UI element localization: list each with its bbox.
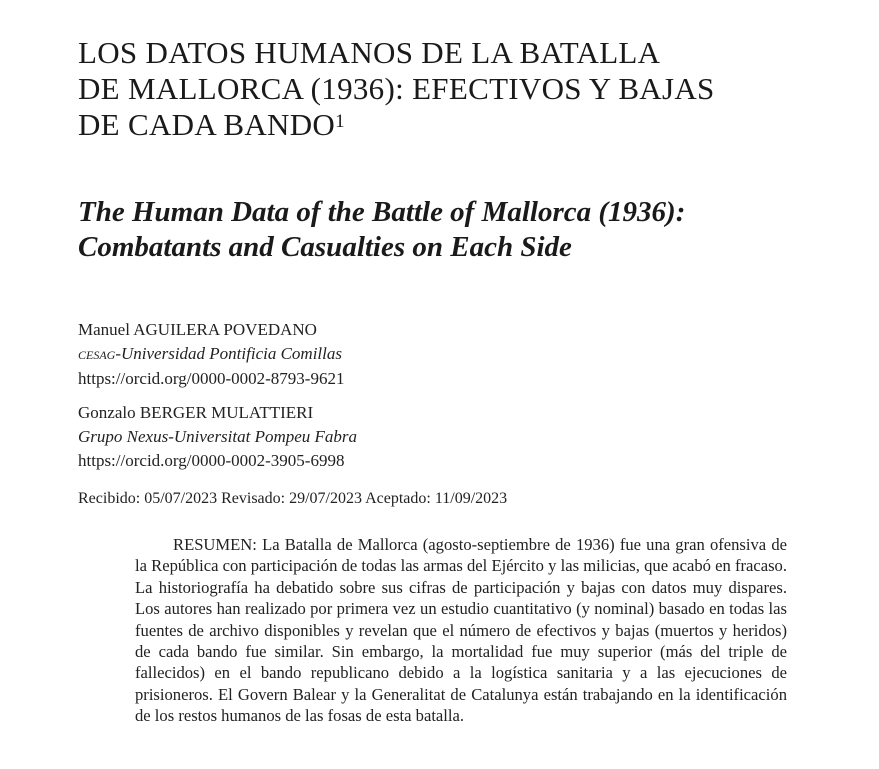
- submission-dates: Recibido: 05/07/2023 Revisado: 29/07/2023 Aceptado: 11/09/2023: [78, 490, 508, 507]
- title-line-1: LOS DATOS HUMANOS DE LA BATALLA: [78, 35, 661, 70]
- subtitle-line-2: Combatants and Casualties on Each Side: [78, 231, 572, 263]
- author-block-2: [78, 401, 678, 473]
- abstract: RESUMEN: La Batalla de Mallorca (agosto-septiembre de 1936) fue una gran ofensiva de la República con participación de todas las armas del Ejército y las milicias, que acabó en fracaso. La historiografía ha debatido sobre sus cifras de participación y bajas con datos muy dispares. Los autores han realizado por primera vez un estudio cuantitativo (y nominal) basado en todas las fuentes de archivo disponibles y revelan que el número de efectivos y bajas (muertos y heridos) de cada bando fue similar. Sin embargo, la mortalidad fue muy superior (más del triple de fallecidos) en el bando republicano debido a la logística sanitaria y a las ejecuciones de prisioneros. El Govern Balear y la Generalitat de Catalunya están trabajando en la identificación de los restos humanos de las fosas de esta batalla.: [135, 535, 787, 726]
- subtitle-line-1: The Human Data of the Battle of Mallorca (1936):: [78, 196, 686, 228]
- title-line-2: DE MALLORCA (1936): EFECTIVOS Y BAJAS: [78, 71, 715, 106]
- author-name: Gonzalo BERGER MULATTIERI: [78, 403, 314, 422]
- affiliation-prefix: CESAG: [78, 348, 116, 362]
- author-block-1: [78, 318, 678, 391]
- footnote-marker[interactable]: 1: [335, 111, 345, 132]
- author-orcid-link[interactable]: https://orcid.org/0000-0002-8793-9621: [78, 369, 345, 388]
- title-line-3: DE CADA BANDO: [78, 107, 336, 142]
- author-affiliation: Grupo Nexus-Universitat Pompeu Fabra: [78, 427, 358, 446]
- author-name: Manuel AGUILERA POVEDANO: [78, 320, 317, 339]
- affiliation-name: -Universidad Pontificia Comillas: [115, 344, 342, 363]
- author-affiliation: [78, 342, 678, 367]
- article-title: [78, 35, 778, 143]
- author-orcid-link[interactable]: https://orcid.org/0000-0002-3905-6998: [78, 451, 345, 470]
- article-subtitle: [78, 195, 838, 265]
